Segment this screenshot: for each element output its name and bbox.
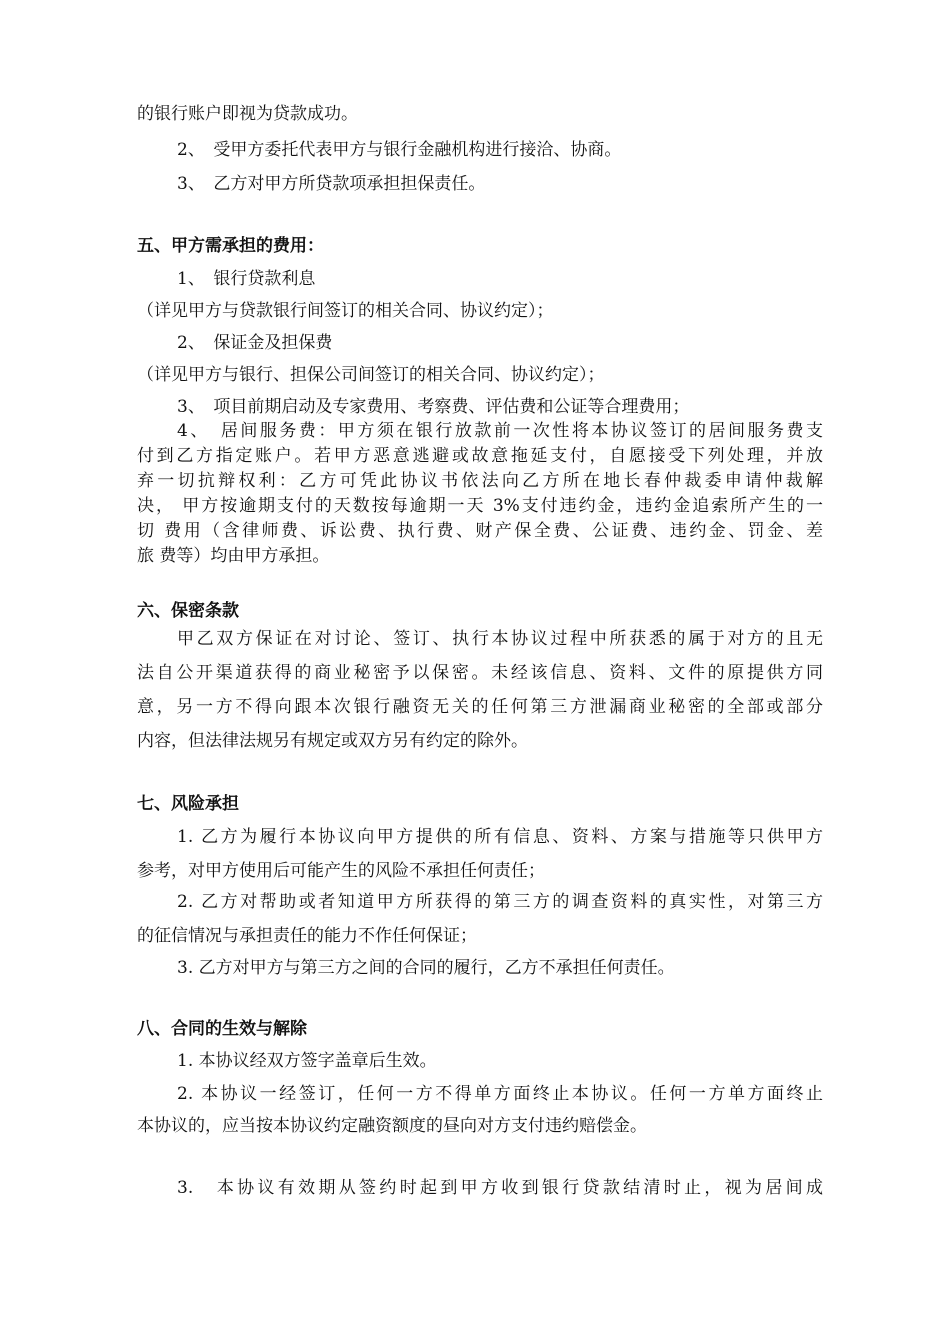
section-heading: 六、保密条款 xyxy=(137,601,239,621)
text-line: 弃一切抗辩权利：乙方可凭此协议书依法向乙方所在地长春仲裁委申请仲裁解 xyxy=(137,471,823,491)
list-item: 2. 乙方对帮助或者知道甲方所获得的第三方的调查资料的真实性，对第三方 xyxy=(177,892,823,912)
paragraph-line: 内容，但法律法规另有规定或双方另有约定的除外。 xyxy=(137,731,528,751)
list-item: 1、 银行贷款利息 xyxy=(177,269,316,289)
paragraph-line: 甲乙双方保证在对讨论、签订、执行本协议过程中所获悉的属于对方的且无 xyxy=(177,629,823,649)
list-item: 4、 居间服务费：甲方须在银行放款前一次性将本协议签订的居间服务费支 xyxy=(177,421,823,441)
text-line: 切 费用（含律师费、诉讼费、执行费、财产保全费、公证费、违约金、罚金、差 xyxy=(137,521,823,541)
text-line: 付到乙方指定账户。若甲方恶意逃避或故意拖延支付，自愿接受下列处理，并放 xyxy=(137,446,823,466)
list-item: 3、 乙方对甲方所贷款项承担担保责任。 xyxy=(177,174,486,194)
list-item: 1. 本协议经双方签字盖章后生效。 xyxy=(177,1051,437,1071)
text-line: （详见甲方与银行、担保公司间签订的相关合同、协议约定）； xyxy=(137,365,605,385)
list-item: 2. 本协议一经签订，任何一方不得单方面终止本协议。任何一方单方面终止 xyxy=(177,1084,823,1104)
text-line: 参考，对甲方使用后可能产生的风险不承担任何责任； xyxy=(137,861,545,881)
text-line: 旅 费等）均由甲方承担。 xyxy=(137,546,330,566)
text-line: 本协议的，应当按本协议约定融资额度的昼向对方支付违约赔偿金。 xyxy=(137,1116,647,1136)
list-item: 3. 乙方对甲方与第三方之间的合同的履行，乙方不承担任何责任。 xyxy=(177,958,675,978)
list-item: 2、 保证金及担保费 xyxy=(177,333,333,353)
list-item: 1. 乙方为履行本协议向甲方提供的所有信息、资料、方案与措施等只供甲方 xyxy=(177,827,823,847)
paragraph-line: 意，另一方不得向跟本次银行融资无关的任何第三方泄漏商业秘密的全部或部分 xyxy=(137,697,823,717)
section-heading: 八、合同的生效与解除 xyxy=(137,1019,307,1039)
text-line: 的征信情况与承担责任的能力不作任何保证； xyxy=(137,926,477,946)
text-line: 的银行账户即视为贷款成功。 xyxy=(137,104,358,124)
list-item: 3、 项目前期启动及专家费用、考察费、评估费和公证等合理费用； xyxy=(177,397,690,417)
list-item: 2、 受甲方委托代表甲方与银行金融机构进行接洽、协商。 xyxy=(177,140,622,160)
paragraph-line: 法自公开渠道获得的商业秘密予以保密。未经该信息、资料、文件的原提供方同 xyxy=(137,663,823,683)
section-heading: 七、风险承担 xyxy=(137,794,239,814)
list-item: 3. 本协议有效期从签约时起到甲方收到银行贷款结清时止，视为居间成 xyxy=(177,1178,823,1198)
text-line: 决， 甲方按逾期支付的天数按每逾期一天 3%支付违约金，违约金追索所产生的一 xyxy=(137,496,823,516)
section-heading: 五、甲方需承担的费用： xyxy=(137,236,324,256)
text-line: （详见甲方与贷款银行间签订的相关合同、协议约定）； xyxy=(137,301,554,321)
